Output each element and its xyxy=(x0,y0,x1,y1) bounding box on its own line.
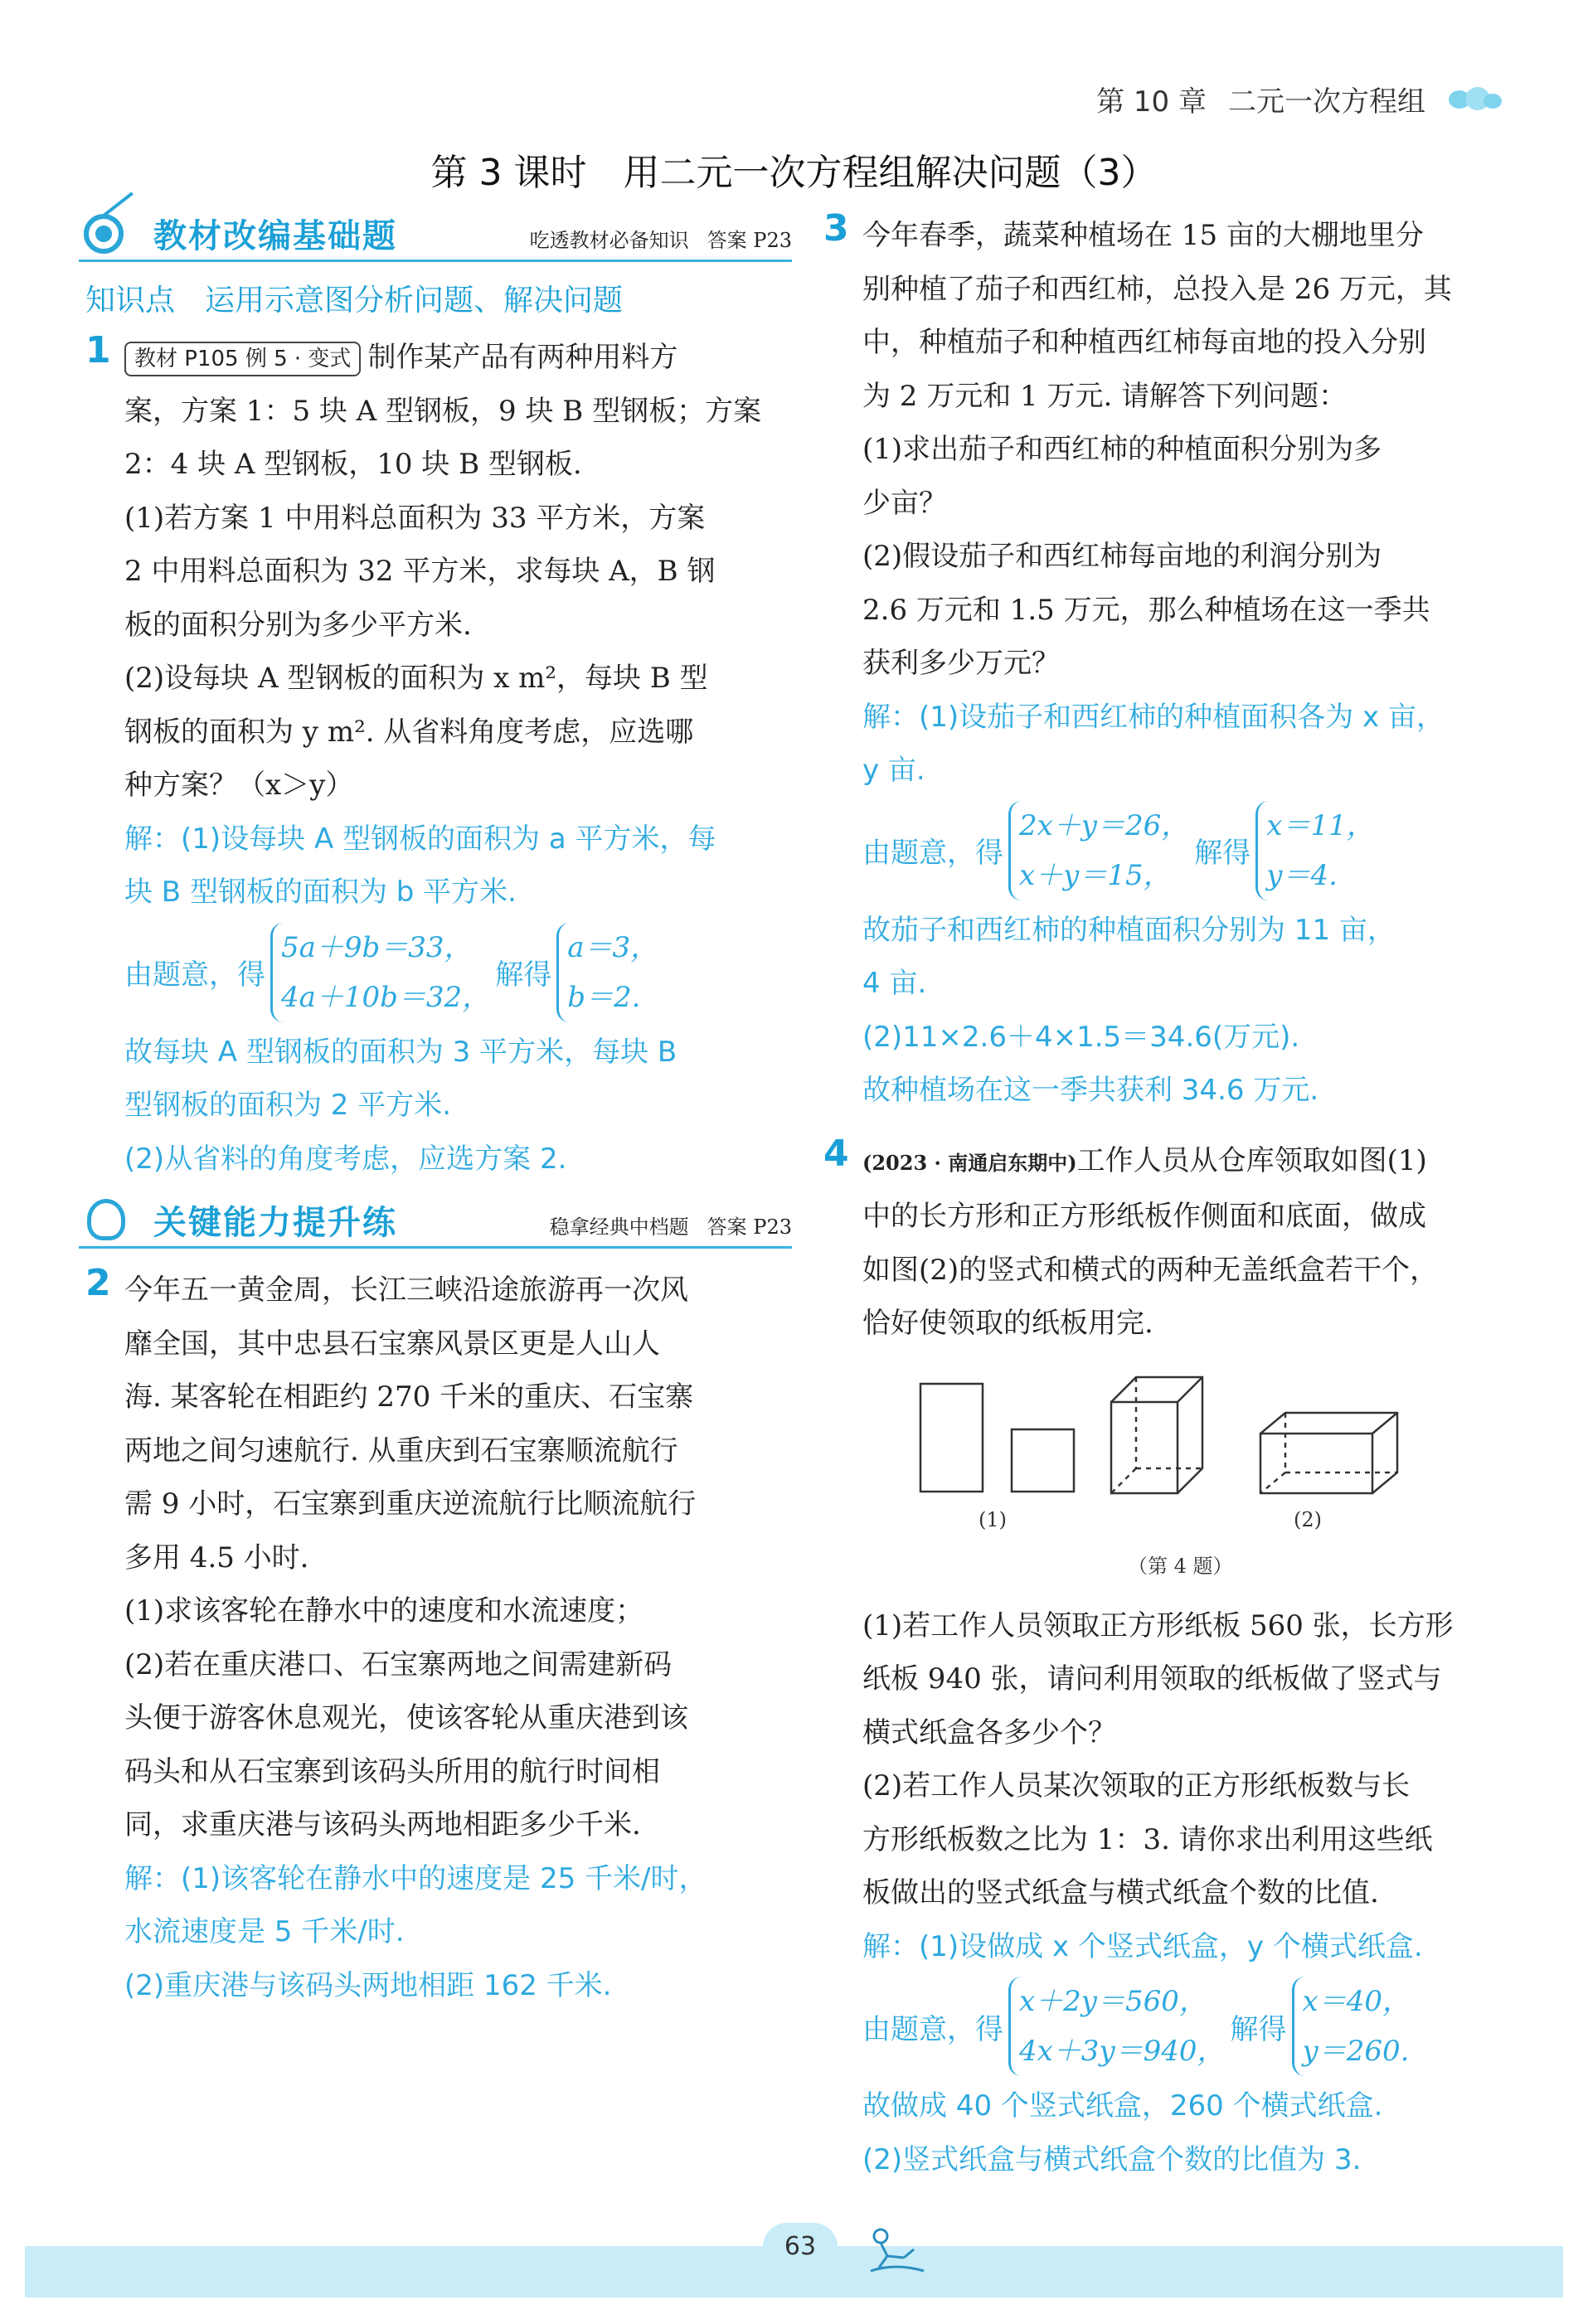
solution-brace: x＝11， y＝4. xyxy=(1255,801,1374,900)
equation-system: 由题意，得 2x＋y＝26， x＋y＝15， 解得 x＝11， y＝4. xyxy=(862,798,1547,904)
solution-line: 块 B 型钢板的面积为 b 平方米. xyxy=(124,876,517,909)
lightbulb-icon xyxy=(79,1196,142,1245)
problem-line: 方形纸板数之比为 1：3. 请你求出利用这些纸 xyxy=(862,1822,1433,1856)
problem-number: 3 xyxy=(823,207,849,250)
problem-line: 案，方案 1：5 块 A 型钢板，9 块 B 型钢板；方案 xyxy=(124,394,762,428)
problem-line: 海. 某客轮在相距约 270 千米的重庆、石宝寨 xyxy=(124,1380,694,1414)
problem-line: 今年五一黄金周，长江三峡沿途旅游再一次风 xyxy=(124,1274,688,1307)
problem-line: 恰好使领取的纸板用完. xyxy=(862,1307,1153,1340)
problem-line: 中的长方形和正方形纸板作侧面和底面，做成 xyxy=(862,1200,1426,1233)
page-number: 63 xyxy=(763,2223,838,2271)
solution-line: 解：(1)设每块 A 型钢板的面积为 a 平方米，每 xyxy=(124,822,716,856)
solution-line: 4 亩. xyxy=(862,967,927,1000)
rectangle-board xyxy=(920,1384,983,1492)
solution-line: y 亩. xyxy=(862,754,925,787)
problem-line: (2)设每块 A 型钢板的面积为 x m²，每块 B 型 xyxy=(124,662,708,695)
box-figure xyxy=(862,1351,1547,1599)
solution-brace: x＝40， y＝260. xyxy=(1292,1977,1411,2076)
solution-line: 故茄子和西红柿的种植面积分别为 11 亩， xyxy=(862,913,1396,947)
problem-number: 1 xyxy=(85,329,111,371)
problem-line: 中，种植茄子和种植西红柿每亩地的投入分别 xyxy=(862,326,1426,359)
problem-line: 今年春季，蔬菜种植场在 15 亩的大棚地里分 xyxy=(862,219,1424,252)
solution-line: (2)从省料的角度考虑，应选方案 2. xyxy=(124,1142,567,1176)
equation-system: 由题意，得 x＋2y＝560， 4x＋3y＝940， 解得 x＝40， y＝260. xyxy=(862,1973,1547,2079)
problem-line: (1)若工作人员领取正方形纸板 560 张，长方形 xyxy=(862,1608,1454,1642)
problem-line: (2)若工作人员某次领取的正方形纸板数与长 xyxy=(862,1769,1411,1802)
figure-label-2: (2) xyxy=(1294,1507,1322,1531)
problem-line: 码头和从石宝寨到该码头所用的航行时间相 xyxy=(124,1754,660,1788)
equation-system: 由题意，得 5a＋9b＝33， 4a＋10b＝32， 解得 a＝3， b＝2. xyxy=(124,919,792,1026)
problem-line: 2：4 块 A 型钢板，10 块 B 型钢板. xyxy=(124,448,582,481)
square-board xyxy=(1012,1429,1074,1492)
solution-line: 水流速度是 5 千米/时. xyxy=(124,1915,405,1948)
problem-line: (2)若在重庆港口、石宝寨两地之间需建新码 xyxy=(124,1647,673,1681)
problem-line: 板做出的竖式纸盒与横式纸盒个数的比值. xyxy=(862,1876,1379,1909)
reader-mascot-icon xyxy=(862,2225,929,2274)
left-column xyxy=(79,207,792,2012)
problem-line: 多用 4.5 小时. xyxy=(124,1540,309,1574)
problem-line: 需 9 小时，石宝寨到重庆逆流航行比顺流航行 xyxy=(124,1487,697,1521)
solution-line: (2)11×2.6＋4×1.5＝34.6(万元). xyxy=(862,1020,1300,1054)
section-subtitle: 稳拿经典中档题 答案 P23 xyxy=(549,1215,792,1239)
problem-line: (2023 · 南通启东期中)工作人员从仓库领取如图(1) xyxy=(862,1143,1427,1177)
problem-line: 纸板 940 张，请问利用领取的纸板做了竖式与 xyxy=(862,1662,1442,1696)
problem-source: (2023 · 南通启东期中) xyxy=(862,1150,1077,1175)
solution-line: 故每块 A 型钢板的面积为 3 平方米，每块 B xyxy=(124,1035,677,1069)
section-banner-basic xyxy=(79,207,792,262)
problem-line: 两地之间匀速航行. 从重庆到石宝寨顺流航行 xyxy=(124,1434,678,1468)
section-title: 教材改编基础题 xyxy=(153,217,397,255)
problem-line: (2)假设茄子和西红柿每亩地的利润分别为 xyxy=(862,540,1382,573)
problem-line: 横式纸盒各多少个？ xyxy=(862,1715,1116,1749)
figure-label-1: (1) xyxy=(979,1507,1007,1531)
problem-line: 获利多少万元？ xyxy=(862,647,1060,680)
target-icon xyxy=(79,209,142,259)
solution-line: 故种植场在这一季共获利 34.6 万元. xyxy=(862,1074,1319,1107)
problem-line: 别种植了茄子和西红柿，总投入是 26 万元，其 xyxy=(862,272,1452,306)
solution-line: 型钢板的面积为 2 平方米. xyxy=(124,1089,452,1122)
section-title: 关键能力提升练 xyxy=(153,1204,397,1242)
lesson-title: 第 3 课时 用二元一次方程组解决问题（3） xyxy=(430,152,1158,194)
problem-line: 板的面积分别为多少平方米. xyxy=(124,608,472,642)
problem-number: 2 xyxy=(85,1262,111,1304)
problem-line: (1)求该客轮在静水中的速度和水流速度； xyxy=(124,1594,644,1628)
chapter-number: 第 10 章 xyxy=(1096,85,1207,119)
problem-line: 少亩？ xyxy=(862,486,947,520)
horizontal-box xyxy=(1260,1413,1397,1493)
solution-line: 故做成 40 个竖式纸盒，260 个横式纸盒. xyxy=(862,2089,1383,2123)
solution-line: 解：(1)设做成 x 个竖式纸盒，y 个横式纸盒. xyxy=(862,1929,1423,1963)
solution-line: (2)竖式纸盒与横式纸盒个数的比值为 3. xyxy=(862,2142,1362,2176)
problem-4 xyxy=(817,1134,1547,2187)
figure-caption: （第 4 题） xyxy=(1128,1554,1233,1578)
solution-line: 解：(1)设茄子和西红柿的种植面积各为 x 亩， xyxy=(862,700,1445,734)
problem-line: (1)若方案 1 中用料总面积为 33 平方米，方案 xyxy=(124,501,706,535)
problem-line: 头便于游客休息观光，使该客轮从重庆港到该 xyxy=(124,1701,688,1735)
problem-line: 如图(2)的竖式和横式的两种无盖纸盒若干个， xyxy=(862,1253,1439,1287)
source-tag: 教材 P105 例 5 · 变式 xyxy=(124,342,361,376)
section-banner-advanced xyxy=(79,1194,792,1249)
problem-line: 靡全国，其中忠县石宝寨风景区更是人山人 xyxy=(124,1327,660,1361)
solution-line: 解：(1)该客轮在静水中的速度是 25 千米/时， xyxy=(124,1861,707,1895)
problem-1 xyxy=(79,331,792,1186)
equations-brace: 5a＋9b＝33， 4a＋10b＝32， xyxy=(270,923,490,1022)
equations-brace: x＋2y＝560， 4x＋3y＝940， xyxy=(1008,1977,1226,2076)
problem-line: 教材 P105 例 5 · 变式 制作某产品有两种用料方 xyxy=(124,331,792,385)
chapter-title: 二元一次方程组 xyxy=(1228,85,1425,119)
section-subtitle: 吃透教材必备知识 答案 P23 xyxy=(529,229,792,252)
problem-line: 为 2 万元和 1 万元. 请解答下列问题： xyxy=(862,379,1348,413)
problem-3 xyxy=(817,209,1547,1118)
problem-line: 钢板的面积为 y m². 从省料角度考虑，应选哪 xyxy=(124,715,694,749)
right-column xyxy=(817,209,1547,2186)
problem-line: 2.6 万元和 1.5 万元，那么种植场在这一季共 xyxy=(862,593,1430,627)
equations-brace: 2x＋y＝26， x＋y＝15， xyxy=(1008,801,1189,900)
vertical-box xyxy=(1111,1377,1202,1493)
knowledge-point: 知识点 运用示意图分析问题、解决问题 xyxy=(85,284,624,318)
solution-brace: a＝3， b＝2. xyxy=(556,923,658,1022)
problem-line: 同，求重庆港与该码头两地相距多少千米. xyxy=(124,1808,641,1841)
chapter-decoration-icon xyxy=(1447,84,1505,115)
problem-2 xyxy=(79,1264,792,2012)
problem-line: 2 中用料总面积为 32 平方米，求每块 A，B 钢 xyxy=(124,555,716,588)
running-head xyxy=(1096,79,1505,119)
problem-line: (1)求出茄子和西红柿的种植面积分别为多 xyxy=(862,433,1382,466)
problem-number: 4 xyxy=(823,1132,849,1175)
problem-line: 种方案？（x＞y） xyxy=(124,769,354,802)
solution-line: (2)重庆港与该码头两地相距 162 千米. xyxy=(124,1968,612,2002)
